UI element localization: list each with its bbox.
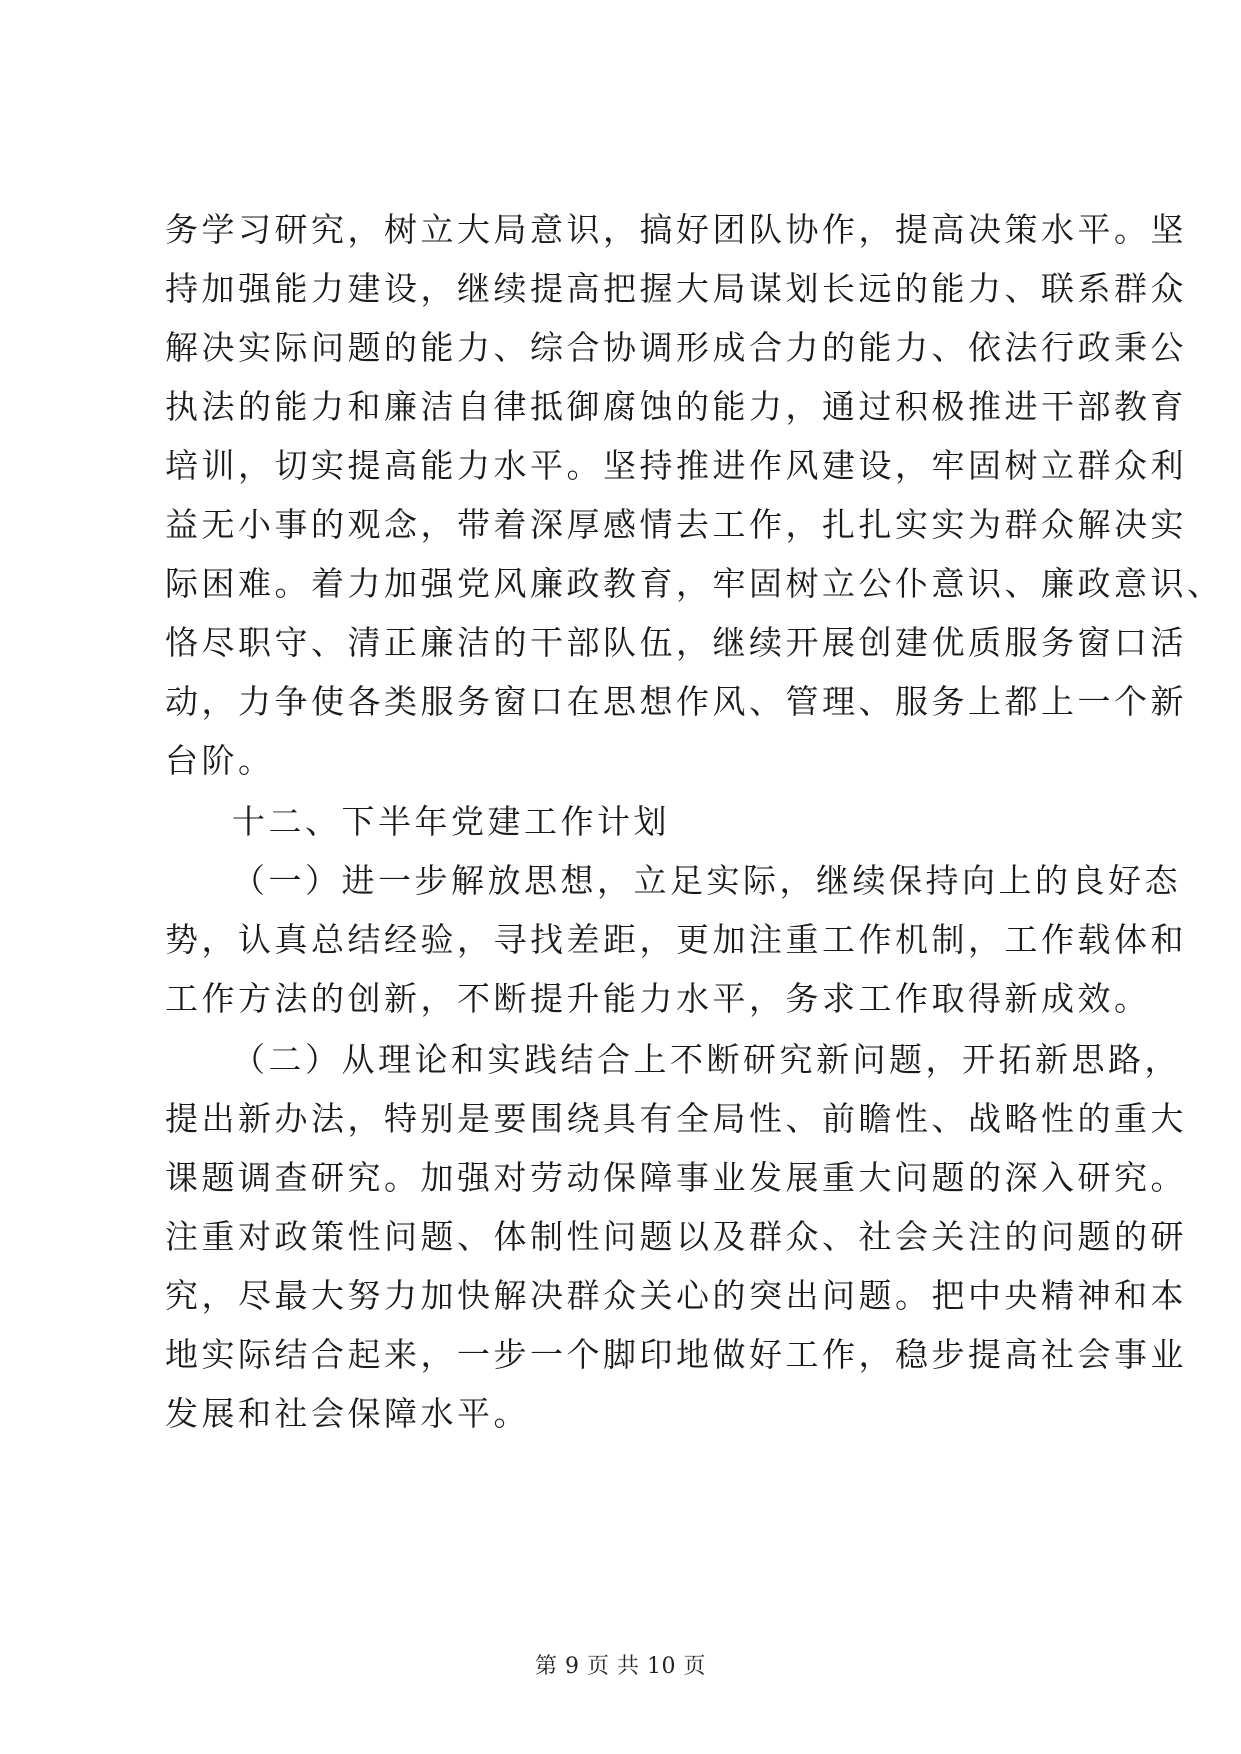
body-text-line: 提出新办法，特别是要围绕具有全局性、前瞻性、战略性的重大 [165, 1099, 1187, 1138]
body-text-line: 势，认真总结经验，寻找差距，更加注重工作机制，工作载体和 [165, 920, 1187, 959]
body-text-line: 益无小事的观念，带着深厚感情去工作，扎扎实实为群众解决实 [165, 505, 1187, 544]
body-text-line: 究，尽最大努力加快解决群众关心的突出问题。把中央精神和本 [165, 1276, 1187, 1315]
body-text-line: 发展和社会保障水平。 [165, 1394, 530, 1433]
body-text-line: 解决实际问题的能力、综合协调形成合力的能力、依法行政秉公 [165, 328, 1187, 367]
body-text-line: 注重对政策性问题、体制性问题以及群众、社会关注的问题的研 [165, 1217, 1187, 1256]
body-text-line: 地实际结合起来，一步一个脚印地做好工作，稳步提高社会事业 [165, 1335, 1187, 1374]
body-text-line: 台阶。 [165, 741, 275, 780]
body-text-line: 恪尽职守、清正廉洁的干部队伍，继续开展创建优质服务窗口活 [165, 623, 1187, 662]
section-heading: 十二、下半年党建工作计划 [232, 802, 670, 841]
body-text-line: （二）从理论和实践结合上不断研究新问题，开拓新思路， [232, 1040, 1181, 1079]
body-text-line: 动，力争使各类服务窗口在思想作风、管理、服务上都上一个新 [165, 682, 1187, 721]
body-text-line: 务学习研究，树立大局意识，搞好团队协作，提高决策水平。坚 [165, 210, 1187, 249]
body-text-line: 培训，切实提高能力水平。坚持推进作风建设，牢固树立群众利 [165, 446, 1187, 485]
body-text-line: 执法的能力和廉洁自律抵御腐蚀的能力，通过积极推进干部教育 [165, 387, 1187, 426]
body-text-line: 工作方法的创新，不断提升能力水平，务求工作取得新成效。 [165, 979, 1151, 1018]
body-text-line: 际困难。着力加强党风廉政教育，牢固树立公仆意识、廉政意识、 [165, 564, 1224, 603]
body-text-line: （一）进一步解放思想，立足实际，继续保持向上的良好态 [232, 861, 1181, 900]
page-number-footer: 第 9 页 共 10 页 [535, 1654, 706, 1679]
body-text-line: 课题调查研究。加强对劳动保障事业发展重大问题的深入研究。 [165, 1158, 1187, 1197]
body-text-line: 持加强能力建设，继续提高把握大局谋划长远的能力、联系群众 [165, 269, 1187, 308]
